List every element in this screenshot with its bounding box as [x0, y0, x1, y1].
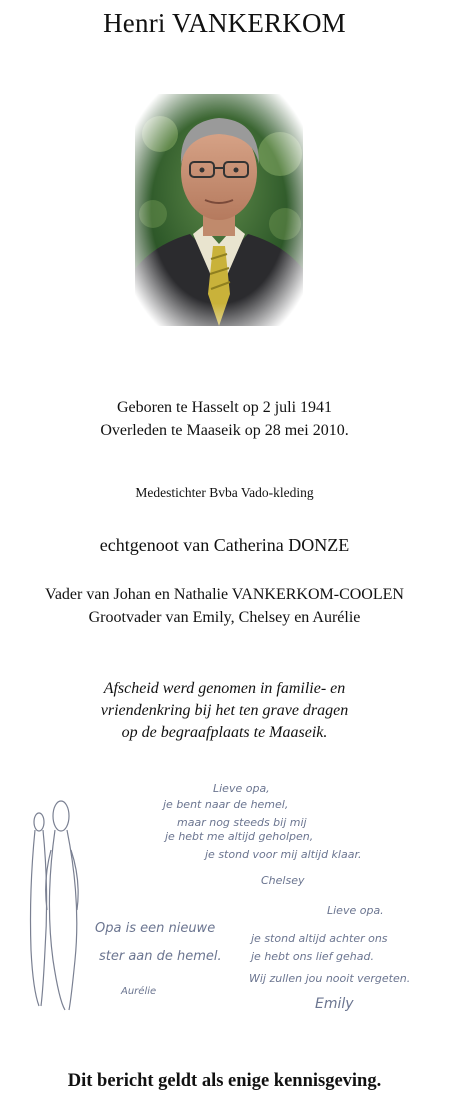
aurelie-line-1: Opa is een nieuwe	[95, 921, 216, 936]
deceased-name: Henri VANKERKOM	[103, 8, 346, 38]
handwriting-drawing	[15, 770, 435, 1020]
emily-line-2: je stond altijd achter ons	[251, 932, 388, 945]
company-line: Medestichter Bvba Vado-kleding	[135, 485, 314, 500]
chelsey-signature: Chelsey	[261, 874, 305, 887]
figures-sketch	[31, 801, 79, 1010]
emily-line-3: je hebt ons lief gehad.	[251, 950, 374, 963]
chelsey-line-5: je stond voor mij altijd klaar.	[205, 848, 362, 861]
chelsey-line-3: maar nog steeds bij mij	[177, 816, 307, 829]
farewell-text	[0, 678, 449, 744]
aurelie-line-2: ster aan de hemel.	[99, 949, 222, 964]
spouse-line: echtgenoot van Catherina DONZE	[99, 535, 350, 555]
children-line: Vader van Johan en Nathalie VANKERKOM-COOLEN	[45, 586, 404, 603]
aurelie-signature: Aurélie	[121, 986, 157, 997]
death-line: Overleden te Maaseik op 28 mei 2010.	[100, 422, 349, 439]
emily-line-1: Lieve opa.	[327, 904, 384, 917]
portrait-illustration	[135, 94, 303, 326]
chelsey-line-2: je bent naar de hemel,	[163, 798, 289, 811]
farewell-line-2: vriendenkring bij het ten grave dragen	[100, 702, 349, 719]
emily-signature: Emily	[315, 996, 354, 1012]
portrait-photo	[135, 94, 303, 326]
emily-line-4: Wij zullen jou nooit vergeten.	[249, 972, 411, 985]
chelsey-line-4: je hebt me altijd geholpen,	[165, 830, 314, 843]
notice-line: Dit bericht geldt als enige kennisgeving.	[67, 1071, 382, 1091]
birth-death-dates	[0, 396, 449, 442]
family-lines	[0, 583, 449, 629]
chelsey-line-1: Lieve opa,	[213, 782, 270, 795]
grandchildren-drawing	[15, 770, 435, 1020]
farewell-line-1: Afscheid werd genomen in familie- en	[103, 680, 346, 697]
farewell-line-3: op de begraafplaats te Maaseik.	[121, 724, 328, 741]
birth-line: Geboren te Hasselt op 2 juli 1941	[116, 399, 333, 416]
grandchildren-line: Grootvader van Emily, Chelsey en Aurélie	[88, 609, 361, 626]
